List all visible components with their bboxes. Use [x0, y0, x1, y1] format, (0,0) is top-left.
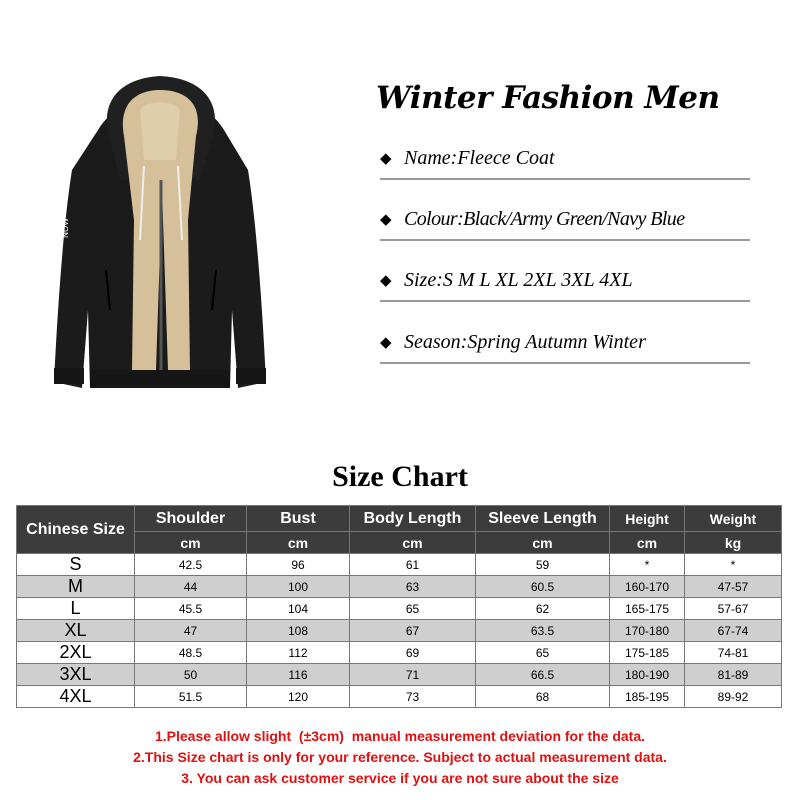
spec-text: Season:Spring Autumn Winter — [404, 331, 646, 353]
table-cell: 65 — [350, 598, 476, 620]
header-shoulder: Shoulder — [135, 506, 247, 532]
table-cell: 100 — [247, 576, 350, 598]
table-cell: 165-175 — [610, 598, 685, 620]
unit-body-length: cm — [350, 532, 476, 554]
table-cell: * — [610, 554, 685, 576]
table-cell: 51.5 — [135, 686, 247, 708]
table-row — [17, 576, 782, 598]
table-cell: 175-185 — [610, 642, 685, 664]
spec-size — [380, 262, 750, 302]
unit-shoulder: cm — [135, 532, 247, 554]
table-cell: 170-180 — [610, 620, 685, 642]
size-cell: 4XL — [17, 686, 135, 708]
table-cell: 50 — [135, 664, 247, 686]
size-cell: 2XL — [17, 642, 135, 664]
table-cell: 180-190 — [610, 664, 685, 686]
header-sleeve-length: Sleeve Length — [476, 506, 610, 532]
table-cell: 68 — [476, 686, 610, 708]
unit-bust: cm — [247, 532, 350, 554]
table-row — [17, 598, 782, 620]
size-notes — [0, 726, 800, 789]
table-row — [17, 664, 782, 686]
diamond-icon: ◆ — [380, 211, 392, 228]
table-cell: 67-74 — [685, 620, 782, 642]
table-cell: 185-195 — [610, 686, 685, 708]
table-cell: 96 — [247, 554, 350, 576]
header-bust: Bust — [247, 506, 350, 532]
note-line: 2.This Size chart is only for your reference. Subject to actual measurement data. — [133, 749, 667, 765]
size-cell: M — [17, 576, 135, 598]
table-cell: 116 — [247, 664, 350, 686]
table-cell: 112 — [247, 642, 350, 664]
table-cell: 65 — [476, 642, 610, 664]
table-cell: 42.5 — [135, 554, 247, 576]
table-cell: 160-170 — [610, 576, 685, 598]
diamond-icon: ◆ — [380, 150, 392, 167]
table-row — [17, 686, 782, 708]
note-line: 3. You can ask customer service if you are not sure about the size — [181, 770, 619, 786]
table-cell: 47-57 — [685, 576, 782, 598]
size-chart-title: Size Chart — [332, 460, 468, 493]
table-cell: 45.5 — [135, 598, 247, 620]
table-cell: 81-89 — [685, 664, 782, 686]
size-cell: S — [17, 554, 135, 576]
table-cell: 73 — [350, 686, 476, 708]
table-cell: 66.5 — [476, 664, 610, 686]
spec-season — [380, 324, 750, 364]
table-cell: 104 — [247, 598, 350, 620]
header-height: Height — [610, 506, 685, 532]
table-cell: 120 — [247, 686, 350, 708]
table-cell: 57-67 — [685, 598, 782, 620]
spec-text: Colour:Black/Army Green/Navy Blue — [404, 208, 685, 230]
unit-height: cm — [610, 532, 685, 554]
table-cell: 67 — [350, 620, 476, 642]
table-row — [17, 620, 782, 642]
table-cell: 71 — [350, 664, 476, 686]
table-cell: 63.5 — [476, 620, 610, 642]
unit-weight: kg — [685, 532, 782, 554]
header-weight: Weight — [685, 506, 782, 532]
size-cell: XL — [17, 620, 135, 642]
table-cell: 62 — [476, 598, 610, 620]
table-cell: 60.5 — [476, 576, 610, 598]
note-line: 1.Please allow slight (±3cm) manual measurement deviation for the data. — [154, 728, 646, 744]
jacket-illustration — [40, 70, 280, 400]
diamond-icon: ◆ — [380, 334, 392, 351]
spec-name — [380, 140, 750, 180]
table-cell: 69 — [350, 642, 476, 664]
table-cell: 48.5 — [135, 642, 247, 664]
table-row — [17, 642, 782, 664]
table-cell: 59 — [476, 554, 610, 576]
table-cell: 47 — [135, 620, 247, 642]
table-cell: 89-92 — [685, 686, 782, 708]
size-chart-table — [16, 505, 782, 708]
table-row — [17, 554, 782, 576]
table-cell: 44 — [135, 576, 247, 598]
diamond-icon: ◆ — [380, 272, 392, 289]
table-cell: 63 — [350, 576, 476, 598]
spec-text: Name:Fleece Coat — [404, 147, 555, 169]
table-cell: * — [685, 554, 782, 576]
header-body-length: Body Length — [350, 506, 476, 532]
spec-colour — [380, 201, 750, 241]
size-cell: 3XL — [17, 664, 135, 686]
sleeve-print: NOW — [61, 217, 70, 238]
header-chinese-size: Chinese Size — [17, 506, 135, 554]
unit-sleeve-length: cm — [476, 532, 610, 554]
table-cell: 74-81 — [685, 642, 782, 664]
table-cell: 61 — [350, 554, 476, 576]
product-image — [40, 70, 280, 400]
table-cell: 108 — [247, 620, 350, 642]
spec-text: Size:S M L XL 2XL 3XL 4XL — [404, 269, 633, 291]
size-cell: L — [17, 598, 135, 620]
page-title: Winter Fashion Men — [376, 80, 720, 116]
